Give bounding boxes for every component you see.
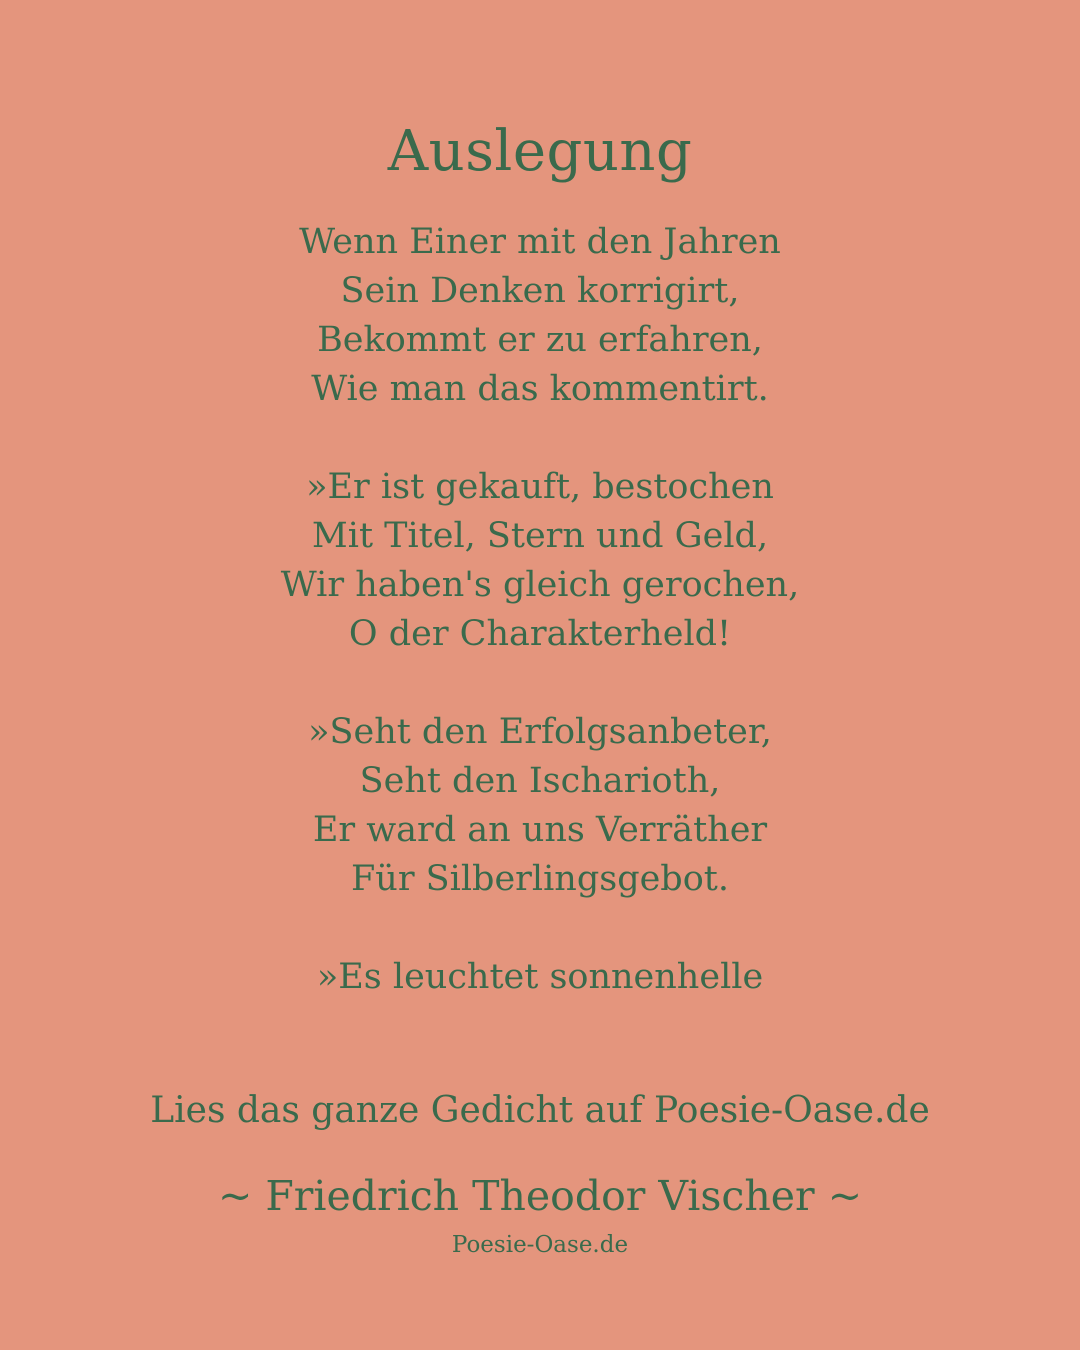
verse-line: »Es leuchtet sonnenhelle [316, 957, 764, 997]
verse-line: Seht den Ischarioth, [359, 761, 721, 801]
read-full-poem-text: Lies das ganze Gedicht auf Poesie-Oase.de [150, 1090, 930, 1131]
site-name: Poesie-Oase.de [451, 1232, 629, 1258]
stanza-1 [0, 218, 1080, 414]
verse-line: Wir haben's gleich gerochen, [280, 565, 800, 605]
stanza-2 [0, 463, 1080, 659]
author-name: ~ Friedrich Theodor Vischer ~ [217, 1172, 863, 1220]
verse-line: »Er ist gekauft, bestochen [306, 467, 774, 507]
verse-line: Er ward an uns Verräther [312, 810, 768, 850]
verse-line: Für Silberlingsgebot. [351, 859, 729, 899]
verse-line: »Seht den Erfolgsanbeter, [308, 712, 772, 752]
poem-title: Auslegung [387, 119, 693, 184]
verse-line: Mit Titel, Stern und Geld, [311, 516, 769, 556]
verse-line: O der Charakterheld! [348, 614, 732, 654]
stanza-4 [0, 953, 1080, 1002]
verse-line: Bekommt er zu erfahren, [317, 320, 763, 360]
verse-line: Wie man das kommentirt. [311, 369, 769, 409]
verse-line: Sein Denken korrigirt, [340, 271, 740, 311]
verse-line: Wenn Einer mit den Jahren [299, 222, 781, 262]
stanza-3 [0, 708, 1080, 904]
